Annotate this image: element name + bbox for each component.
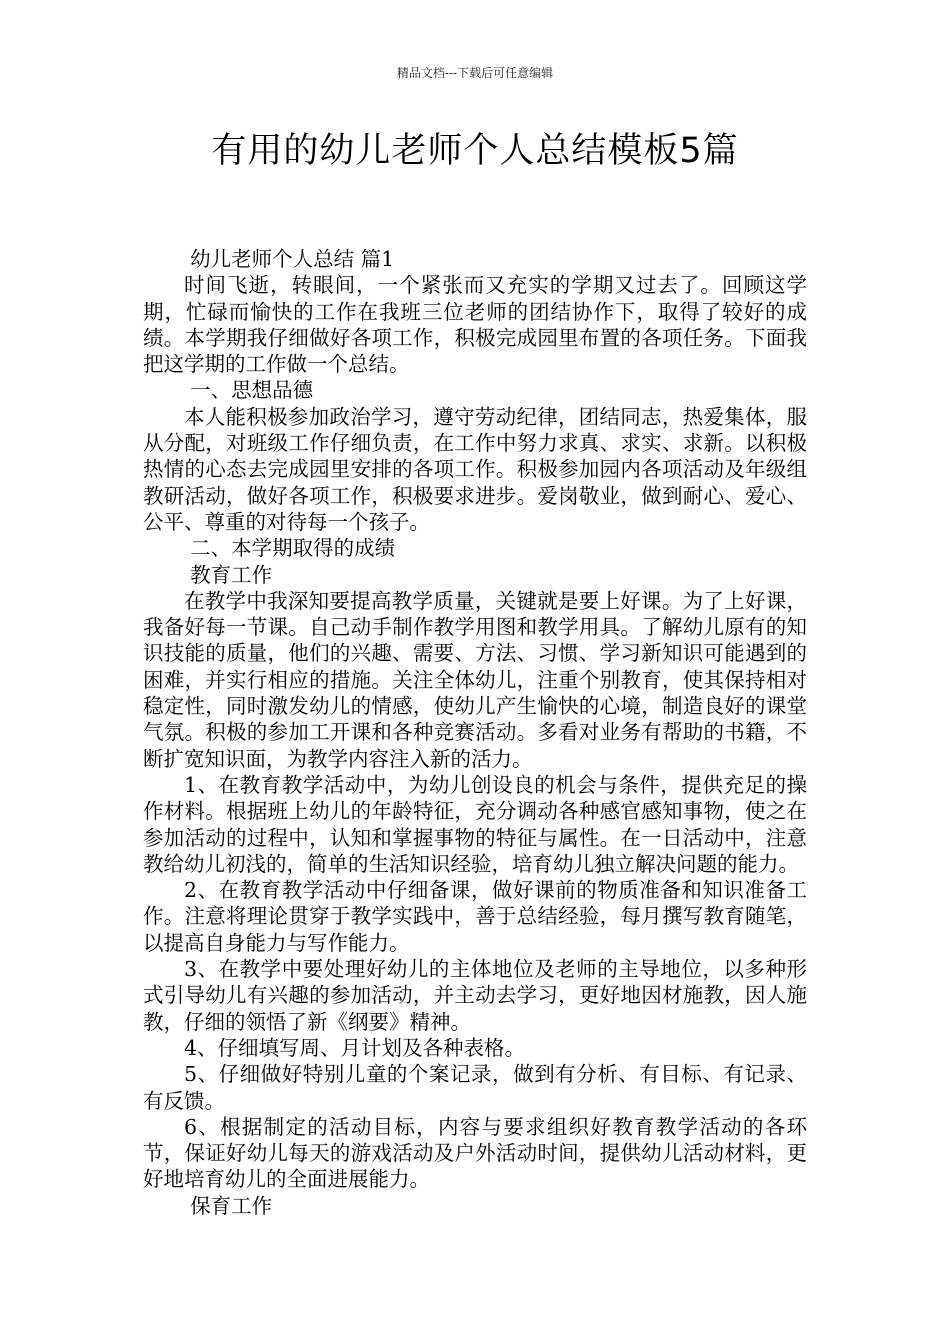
- paragraph-intro: 时间飞逝，转眼间，一个紧张而又充实的学期又过去了。回顾这学期，忙碌而愉快的工作在我班三位老师的团结协作下，取得了较好的成绩。本学期我仔细做好各项工作，积极完成园里布置的各项任务。下面我把这学期的工作做一个总结。: [143, 273, 807, 377]
- paragraph-education: 在教学中我深知要提高教学质量，关键就是要上好课。为了上好课，我备好每一节课。自己动手制作教学用图和教学用具。了解幼儿原有的知识技能的质量，他们的兴趣、需要、方法、习惯、学习新知识可能遇到的困难，并实行相应的措施。关注全体幼儿，注重个别教育，使其保持相对稳定性，同时激发幼儿的情感，使幼儿产生愉快的心境，制造良好的课堂气氛。积极的参加工开课和各种竞赛活动。多看对业务有帮助的书籍，不断扩宽知识面，为教学内容注入新的活力。: [143, 588, 807, 771]
- document-title: 有用的幼儿老师个人总结模板5篇: [211, 131, 739, 171]
- list-item-6: 6、根据制定的活动目标，内容与要求组织好教育教学活动的各环节，保证好幼儿每天的游戏活动及户外活动时间，提供幼儿活动材料，更好地培育幼儿的全面进展能力。: [143, 1114, 807, 1192]
- section-heading-ideology: 一、思想品德: [190, 378, 314, 403]
- header-note: 精品文档---下载后可任意编辑: [396, 66, 554, 80]
- list-item-5: 5、仔细做好特别儿童的个案记录，做到有分析、有目标、有记录、有反馈。: [143, 1062, 807, 1113]
- paragraph-ideology: 本人能积极参加政治学习，遵守劳动纪律，团结同志，热爱集体，服从分配，对班级工作仔细负责，在工作中努力求真、求实、求新。以积极热情的心态去完成园里安排的各项工作。积极参加园内各项活动及年级组教研活动，做好各项工作，积极要求进步。爱岗敬业，做到耐心、爱心、公平、尊重的对待每一个孩子。: [143, 404, 807, 534]
- subheading-care: 保育工作: [190, 1193, 273, 1218]
- list-item-3: 3、在教学中要处理好幼儿的主体地位及老师的主导地位，以多种形式引导幼儿有兴趣的参加活动，并主动去学习，更好地因材施教，因人施教，仔细的领悟了新《纲要》精神。: [143, 957, 807, 1034]
- subheading-education: 教育工作: [190, 562, 273, 587]
- list-item-1: 1、在教育教学活动中，为幼儿创设良的机会与条件，提供充足的操作材料。根据班上幼儿的年龄特征，充分调动各种感官感知事物，使之在参加活动的过程中，认知和掌握事物的特征与属性。在一日活动中，注意教给幼儿初浅的，简单的生活知识经验，培育幼儿独立解决问题的能力。: [143, 772, 807, 876]
- document-body: [143, 246, 807, 1219]
- section-heading-achievements: 二、本学期取得的成绩: [190, 536, 396, 561]
- list-item-4: 4、仔细填写周、月计划及各种表格。: [184, 1035, 526, 1060]
- list-item-2: 2、在教育教学活动中仔细备课，做好课前的物质准备和知识准备工作。注意将理论贯穿于教学实践中，善于总结经验，每月撰写教育随笔，以提高自身能力与写作能力。: [143, 878, 807, 955]
- section-heading-part1: 幼儿老师个人总结 篇1: [190, 247, 395, 271]
